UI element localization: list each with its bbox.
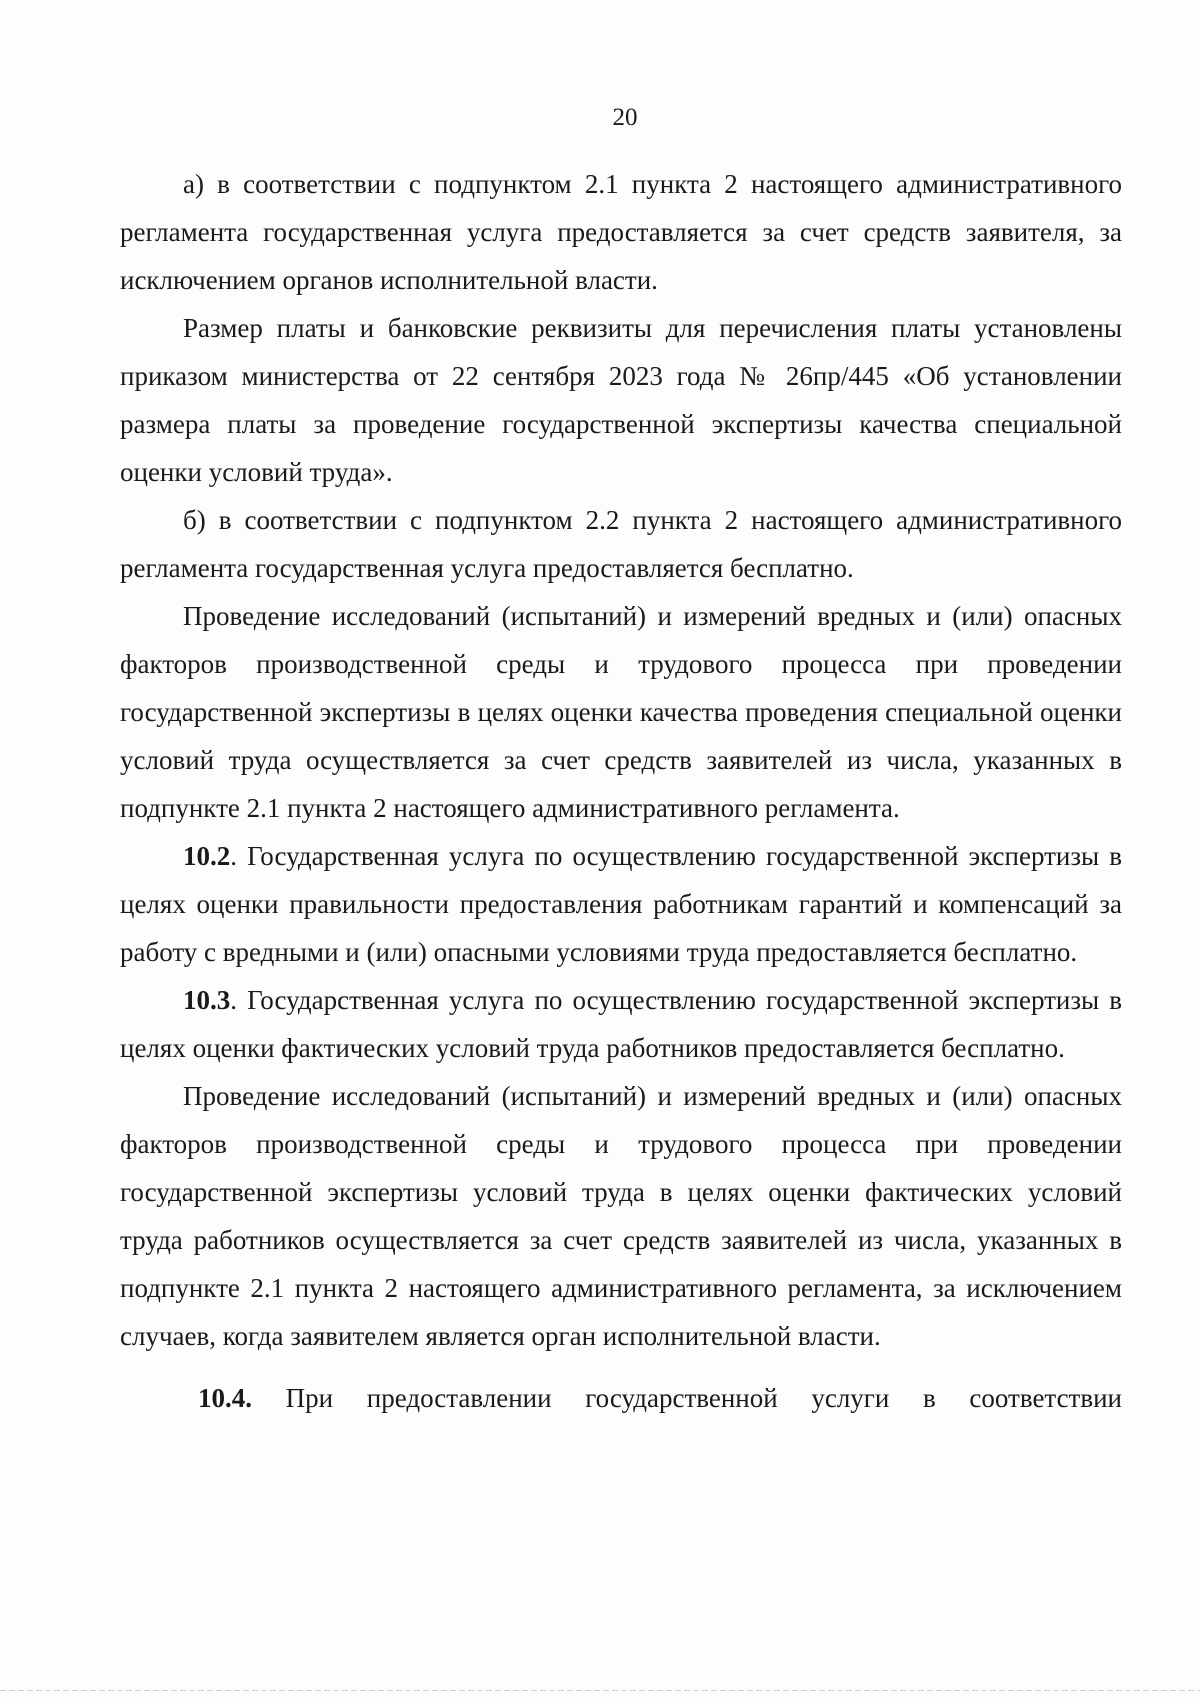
page-bottom-edge [0,1690,1200,1691]
clause-number: 10.2 [183,841,231,871]
paragraph-text: Проведение исследований (испытаний) и измерений вредных и (или) опасных факторов производственной среды и трудового процесса при проведении государственной экспертизы условий труда в целях оценки фактических условий труда работников осуществляется за счет средств заявителей из числа, указанных в подпункте 2.1 пункта 2 настоящего административного регламента, за исключением случаев, когда заявителем является орган исполнительной власти. [120,1081,1122,1351]
document-body [120,160,1122,1422]
paragraph-a [120,160,1122,304]
page-number: 20 [612,104,638,131]
paragraph-text: а) в соответствии с подпунктом 2.1 пункта 2 настоящего административного регламента государственная услуга предоставляется за счет средств заявителя, за исключением органов исполнительной власти. [120,169,1122,295]
paragraph-text: Проведение исследований (испытаний) и измерений вредных и (или) опасных факторов производственной среды и трудового процесса при проведении государственной экспертизы в целях оценки качества проведения специальной оценки условий труда осуществляется за счет средств заявителей из числа, указанных в подпункте 2.1 пункта 2 настоящего административного регламента. [120,601,1122,823]
paragraph-text: При предоставлении государственной услуги в соответствии [252,1383,1122,1413]
paragraph-10-4 [120,1374,1122,1422]
paragraph-research-costs [120,592,1122,832]
paragraph-10-2 [120,832,1122,976]
paragraph-b [120,496,1122,592]
clause-number: 10.4. [198,1383,252,1413]
paragraph-research-costs-2 [120,1072,1122,1360]
paragraph-text: . Государственная услуга по осуществлению государственной экспертизы в целях оценки правильности предоставления работникам гарантий и компенсаций за работу с вредными и (или) опасными условиями труда предоставляется бесплатно. [120,841,1122,967]
paragraph-text: б) в соответствии с подпунктом 2.2 пункта 2 настоящего административного регламента государственная услуга предоставляется бесплатно. [120,505,1122,583]
paragraph-fee-details [120,304,1122,496]
clause-number: 10.3 [183,985,231,1015]
paragraph-text: . Государственная услуга по осуществлению государственной экспертизы в целях оценки фактических условий труда работников предоставляется бесплатно. [120,985,1122,1063]
paragraph-10-3 [120,976,1122,1072]
paragraph-text: Размер платы и банковские реквизиты для перечисления платы установлены приказом министерства от 22 сентября 2023 года № 26пр/445 «Об установлении размера платы за проведение государственной экспертизы качества специальной оценки условий труда». [120,313,1122,487]
